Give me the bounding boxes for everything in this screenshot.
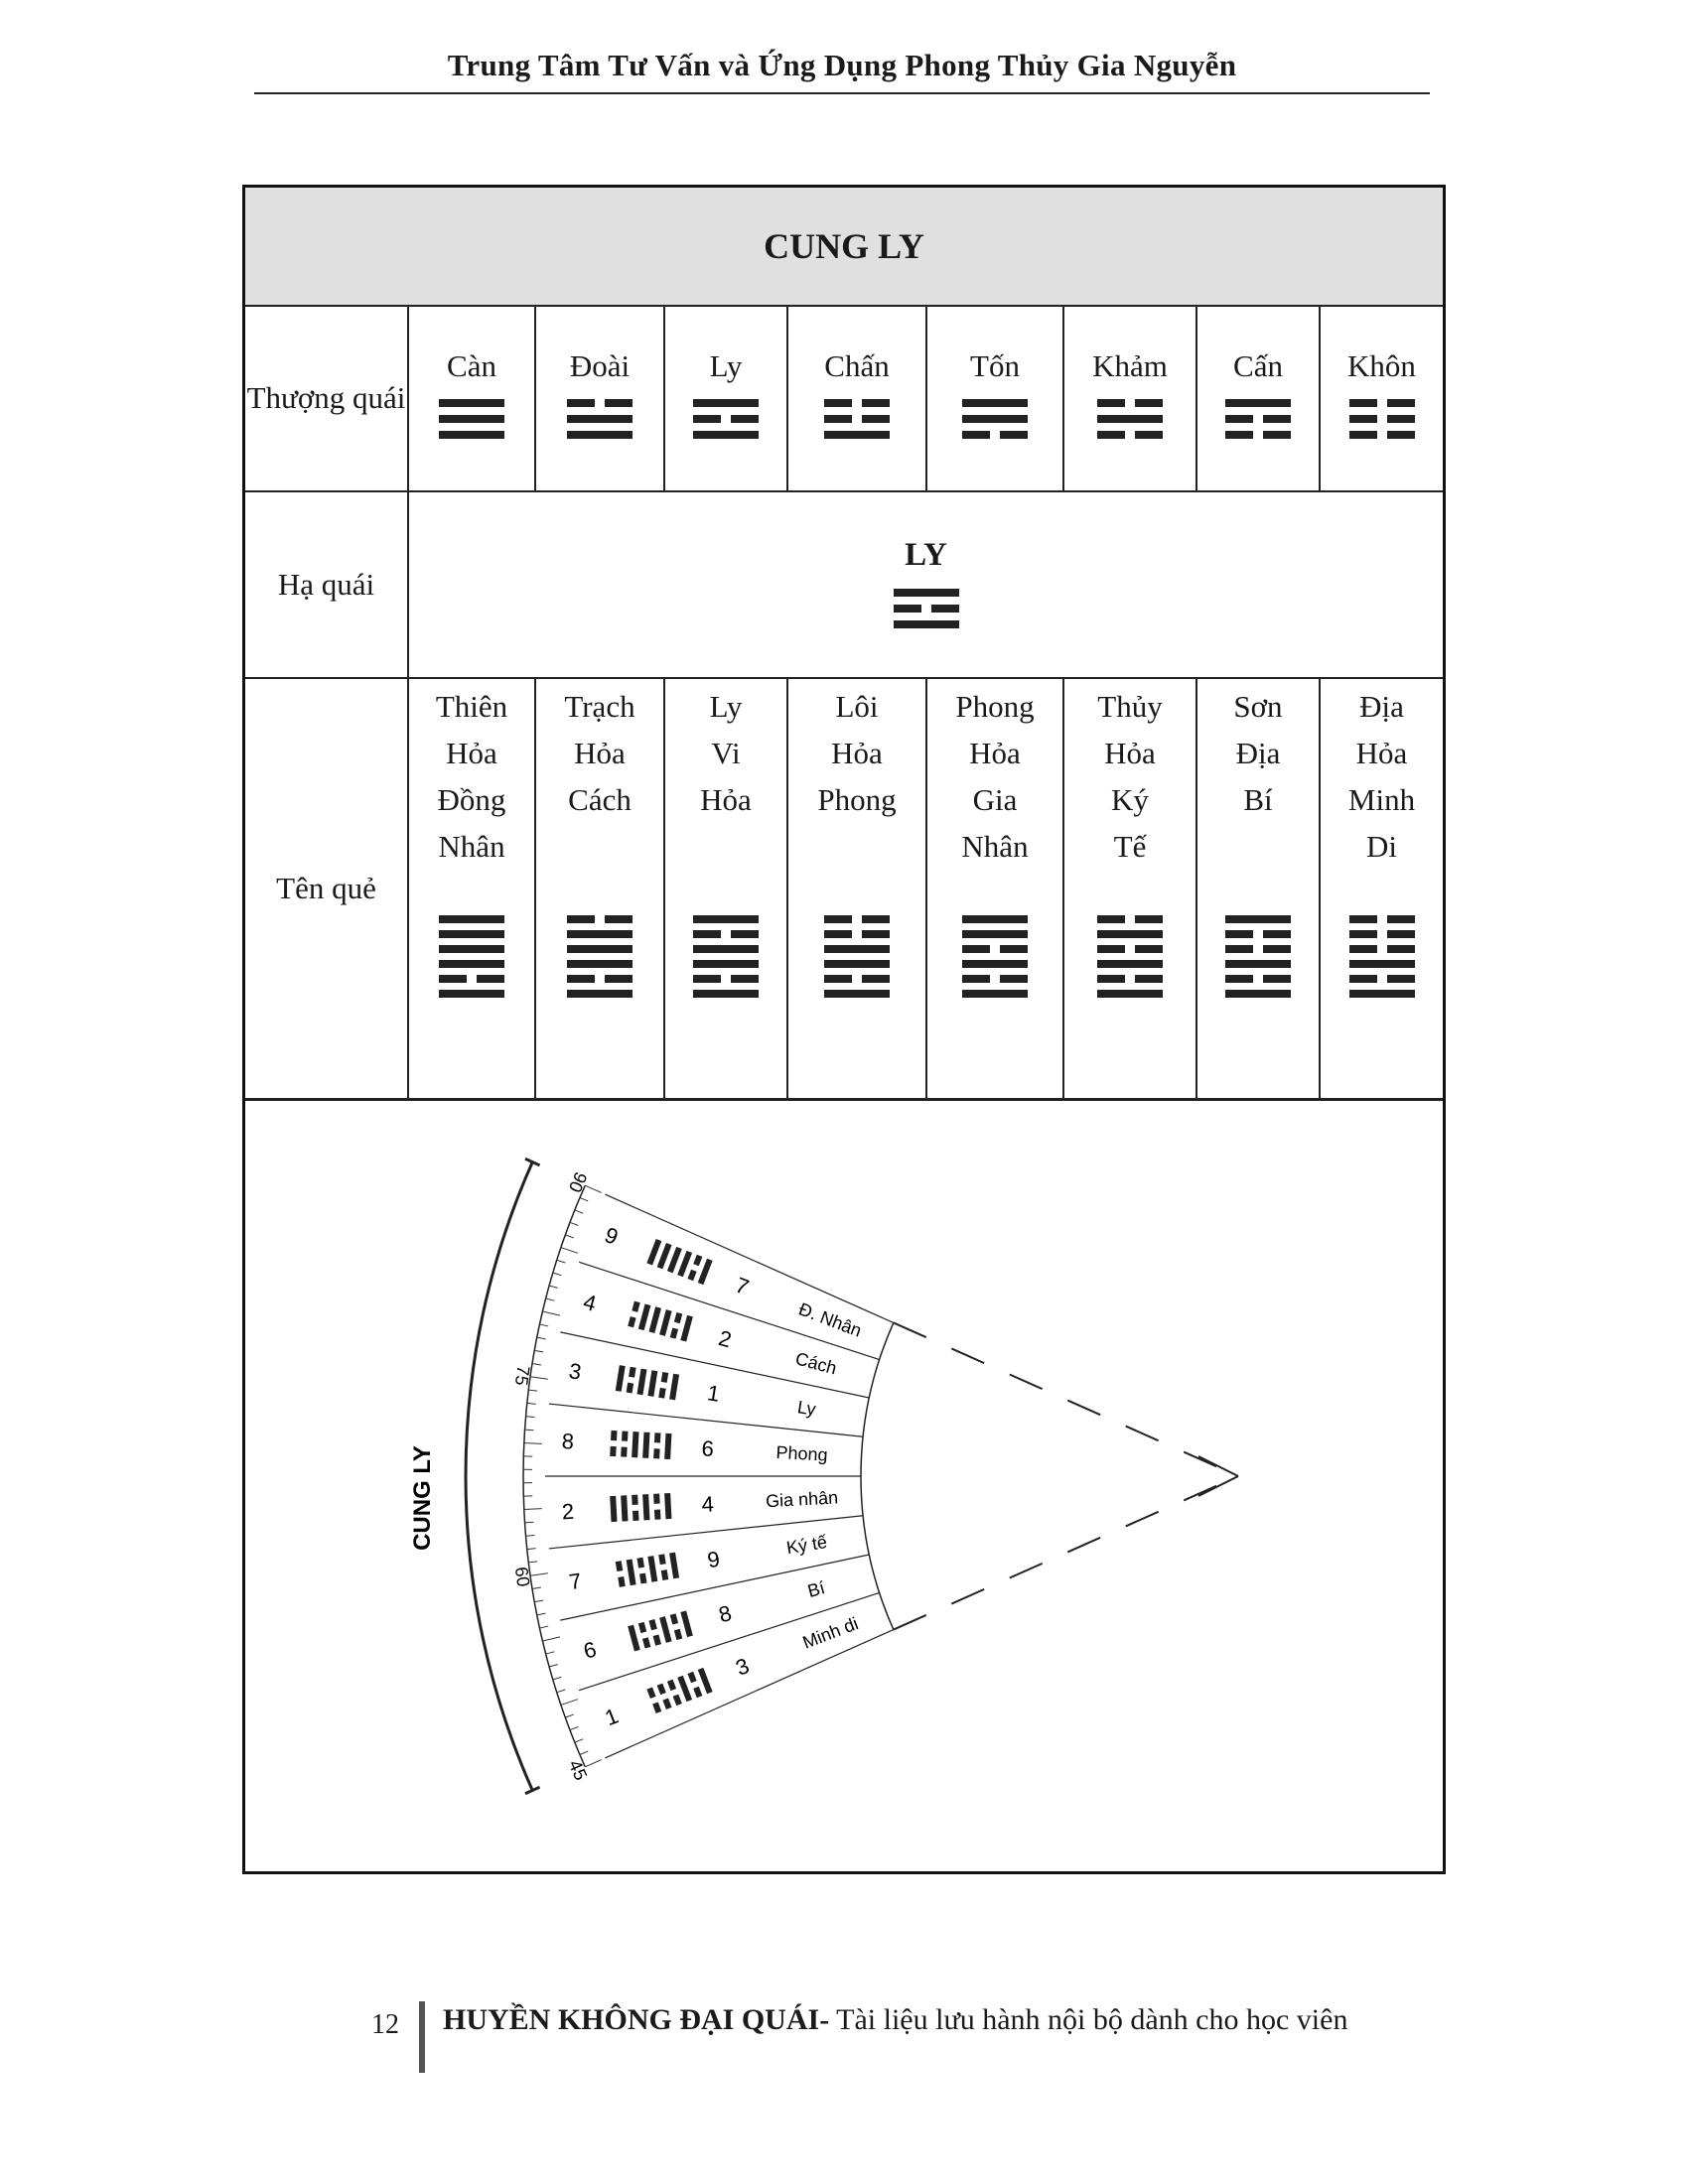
trigram-name: Chấn [824, 348, 890, 383]
hexagram-name-line: Nhân [961, 829, 1029, 864]
yang-line [439, 960, 504, 968]
upper-trigram-cell [1320, 305, 1443, 491]
yin-line [824, 399, 890, 407]
yang-line [439, 930, 504, 938]
hexagram-name-line: Hỏa [1104, 736, 1156, 770]
sector-divider [549, 1404, 863, 1436]
sector-yang-bar [638, 1303, 651, 1330]
sector-yang-bar [647, 1370, 657, 1397]
sector-inner-number: 6 [700, 1435, 715, 1462]
sector-yin-bar [616, 1561, 626, 1587]
sector-inner-number: 1 [705, 1380, 722, 1407]
sector-yang-bar [632, 1432, 638, 1457]
yin-line [1225, 415, 1291, 423]
sector-outer-number: 6 [580, 1636, 600, 1664]
yang-line [962, 930, 1028, 938]
sector-yang-bar [616, 1365, 626, 1392]
scale-tick [565, 1235, 573, 1238]
yin-line [567, 915, 633, 923]
header-rule [254, 92, 1430, 94]
yin-line [693, 975, 759, 983]
upper-trigram-cell [1063, 305, 1196, 491]
dashed-edge [894, 1322, 1238, 1476]
hexagram-name-line: Nhân [438, 829, 505, 864]
sector-name: Gia nhân [765, 1487, 839, 1512]
sector-yang-bar [628, 1625, 640, 1652]
scale-tick [575, 1210, 583, 1213]
yin-line [1349, 945, 1415, 953]
yin-line [962, 945, 1028, 953]
sector-yin-bar [621, 1431, 628, 1456]
sector-yang-bar [659, 1309, 672, 1336]
scale-tick [537, 1337, 546, 1339]
yang-line [693, 990, 759, 998]
yang-line [1349, 960, 1415, 968]
trigram-name: Đoài [569, 348, 631, 383]
inner-arc [861, 1322, 894, 1629]
scale-tick [575, 1739, 583, 1742]
apex-mark [1198, 1456, 1238, 1476]
scale-tick [527, 1403, 536, 1404]
trigram-name: Khảm [1092, 348, 1168, 383]
trigram-table [245, 305, 1443, 1100]
scale-tick [532, 1364, 541, 1365]
trigram-symbol [1064, 399, 1196, 439]
scale-tick [526, 1417, 535, 1418]
hexagram-cell [1320, 678, 1443, 1099]
trigram-name: Khôn [1347, 348, 1416, 383]
yang-line [439, 990, 504, 998]
hexagram-name-line: Bí [1243, 782, 1273, 817]
sector-yang-bar [669, 1374, 679, 1401]
sector-yin-bar [627, 1367, 636, 1394]
hexagram-cell [1063, 678, 1196, 1099]
yin-line [1097, 399, 1163, 407]
sector-outer-number: 7 [567, 1568, 584, 1595]
hexagram-name-line: Phong [817, 782, 897, 817]
yin-line [1349, 975, 1415, 983]
trigram-symbol [1321, 399, 1443, 439]
outer-arc [466, 1162, 532, 1791]
yang-line [1097, 930, 1163, 938]
hexagram-symbol [1321, 915, 1443, 998]
sector-inner-number: 9 [705, 1546, 722, 1573]
hexagram-name-line: Gia [972, 782, 1018, 817]
scale-tick [539, 1324, 548, 1326]
sector-name: Đ. Nhân [795, 1298, 865, 1341]
trigram-name: Ly [709, 348, 743, 383]
yang-line [962, 399, 1028, 407]
yang-line [1225, 399, 1291, 407]
yang-line [962, 415, 1028, 423]
scale-tick [580, 1197, 588, 1201]
sector-name: Cách [793, 1348, 839, 1379]
trigram-symbol [665, 399, 786, 439]
yin-line [439, 975, 504, 983]
page-number: 12 [371, 2009, 399, 2040]
trigram-symbol [927, 399, 1062, 439]
yin-line [567, 975, 633, 983]
scale-tick [532, 1587, 541, 1588]
yin-line [824, 415, 890, 423]
sector-yang-bar [648, 1306, 661, 1333]
hexagram-name-line: Địa [1235, 736, 1281, 770]
hexagram-name-line: Cách [568, 782, 632, 817]
scale-tick [534, 1600, 543, 1602]
yin-line [1349, 915, 1415, 923]
yang-line [824, 990, 890, 998]
scale-tick [549, 1286, 558, 1288]
yin-line [824, 930, 890, 938]
lower-trigram-cell [408, 491, 1443, 678]
footer-bar [419, 2001, 425, 2073]
sector-yin-bar [658, 1372, 668, 1399]
sector-yang-bar [642, 1433, 649, 1458]
scale-tick [561, 1700, 578, 1706]
upper-trigram-cell [664, 305, 787, 491]
row-label-thuong-quai: Thượng quái [245, 305, 408, 491]
hexagram-cell [926, 678, 1063, 1099]
sector-yang-bar [659, 1616, 672, 1643]
sector-inner-number: 2 [716, 1325, 735, 1353]
upper-trigram-cell [535, 305, 664, 491]
sector-yang-bar [642, 1494, 649, 1520]
hexagram-name-line: Hỏa [969, 736, 1021, 770]
hexagram-cell [535, 678, 664, 1099]
sector-outer-number: 3 [567, 1358, 584, 1385]
scale-tick [561, 1248, 578, 1254]
scale-tick [542, 1637, 560, 1641]
sector-yang-bar [636, 1369, 646, 1396]
yang-line [894, 589, 959, 597]
hexagram-name-line: Minh [1347, 782, 1416, 817]
scale-tick [528, 1390, 537, 1391]
yin-line [1225, 431, 1291, 439]
yang-line [567, 415, 633, 423]
trigram-symbol [536, 399, 663, 439]
sector-divider [605, 1630, 894, 1758]
sector-yang-bar [621, 1495, 628, 1521]
sector-yin-bar [648, 1619, 661, 1646]
hexagram-name-line: Vi [711, 736, 741, 770]
page-header: Trung Tâm Tư Vấn và Ứng Dụng Phong Thủy Gia Nguyễn [447, 48, 1237, 82]
yin-line [1349, 415, 1415, 423]
yang-line [1097, 960, 1163, 968]
trigram-symbol [788, 399, 925, 439]
trigram-symbol [409, 399, 534, 439]
sector-yang-bar [664, 1433, 671, 1459]
yang-line [894, 620, 959, 628]
scale-tick [528, 1562, 537, 1563]
scale-tick [546, 1652, 555, 1654]
yin-line [962, 975, 1028, 983]
hexagram-name-line: Hỏa [446, 736, 497, 770]
yang-line [824, 431, 890, 439]
yang-line [962, 990, 1028, 998]
sector-divider [605, 1194, 894, 1322]
hexagram-symbol [536, 915, 663, 998]
angle-tick-label: 60 [510, 1566, 534, 1588]
sector-diagram [245, 1099, 1443, 1873]
trigram-name: Càn [447, 348, 496, 383]
hexagram-symbol [1064, 915, 1196, 998]
sector-yang-bar [610, 1496, 617, 1522]
hexagram-symbol [409, 915, 534, 998]
sector-inner-number: 3 [732, 1653, 753, 1681]
sector-yin-bar [628, 1301, 640, 1328]
hexagram-symbol [927, 915, 1062, 998]
hexagram-name-line: Đồng [437, 782, 506, 817]
sector-outer-number: 8 [561, 1429, 575, 1454]
sector-name: Minh di [799, 1613, 862, 1653]
sector-outer-number: 2 [561, 1498, 575, 1525]
footer-plain-text: Tài liệu lưu hành nội bộ dành cho học viên [829, 2003, 1348, 2036]
yang-line [1225, 960, 1291, 968]
yin-line [1349, 930, 1415, 938]
sector-name: Phong [775, 1441, 829, 1465]
sector-yin-bar [670, 1312, 683, 1339]
sector-yang-bar [669, 1553, 679, 1579]
scale-tick [526, 1535, 535, 1536]
scale-tick [546, 1298, 555, 1300]
row-label-ha-quai: Hạ quái [245, 491, 408, 678]
hexagram-cell [787, 678, 926, 1099]
scale-tick [553, 1677, 562, 1680]
yin-line [1349, 431, 1415, 439]
angle-tick-label: 75 [510, 1364, 534, 1387]
hexagram-name-line: Thủy [1097, 689, 1163, 724]
trigram-name: Cấn [1233, 348, 1283, 383]
scale-tick [580, 1751, 588, 1755]
upper-trigram-cell [926, 305, 1063, 491]
scale-tick [570, 1222, 578, 1225]
hexagram-row [245, 678, 1443, 1099]
cung-ly-table-frame [242, 185, 1446, 1874]
hexagram-symbol [665, 915, 786, 998]
trigram-symbol [1197, 399, 1319, 439]
yang-line [693, 399, 759, 407]
dashed-edge [894, 1476, 1238, 1630]
angle-tick-label: 90 [564, 1168, 592, 1196]
hexagram-cell [664, 678, 787, 1099]
yin-line [1225, 930, 1291, 938]
table-title: CUNG LY [245, 188, 1443, 307]
hexagram-name-line: Trạch [564, 689, 635, 724]
yin-line [1097, 431, 1163, 439]
sector-inner-number: 4 [700, 1491, 715, 1518]
yin-line [1349, 399, 1415, 407]
row-label-ten-que: Tên quẻ [245, 678, 408, 1099]
hexagram-name-line: Hỏa [831, 736, 883, 770]
sector-yang-bar [680, 1610, 693, 1637]
yin-line [693, 930, 759, 938]
lower-trigram-name: LY [905, 537, 947, 573]
apex-mark [1198, 1476, 1238, 1496]
angle-tick-label: 45 [564, 1756, 592, 1784]
hexagram-name-line: Lôi [835, 689, 879, 724]
yin-line [1097, 945, 1163, 953]
yang-line [824, 945, 890, 953]
scale-tick [553, 1273, 562, 1276]
sector-yin-bar [610, 1431, 617, 1456]
yang-line [1225, 990, 1291, 998]
yin-line [567, 399, 633, 407]
yin-line [824, 975, 890, 983]
hexagram-name-line: Di [1366, 829, 1397, 864]
trigram-name: Tốn [970, 348, 1020, 383]
sector-name: Bí [805, 1577, 827, 1602]
yang-line [693, 431, 759, 439]
yang-line [567, 960, 633, 968]
hexagram-name-line: Hỏa [1355, 736, 1408, 770]
yin-line [962, 431, 1028, 439]
scale-tick [539, 1626, 548, 1628]
hexagram-name-line: Ký [1111, 782, 1149, 817]
sector-yin-bar [658, 1554, 668, 1580]
sector-inner-number: 7 [732, 1272, 753, 1300]
yang-line [1097, 415, 1163, 423]
hexagram-name-line: Thiên [435, 689, 508, 724]
sector-yin-bar [638, 1622, 651, 1649]
hexagram-name-line: Địa [1359, 689, 1404, 724]
sector-yang-bar [627, 1560, 636, 1586]
hexagram-name-line: Hỏa [700, 782, 752, 817]
sector-outer-number: 9 [601, 1222, 623, 1250]
yang-line [693, 945, 759, 953]
footer-bold-text: HUYỀN KHÔNG ĐẠI QUÁI- [443, 2003, 830, 2036]
scale-tick [524, 1443, 542, 1444]
yang-line [962, 960, 1028, 968]
scale-tick [525, 1430, 534, 1431]
yin-line [1225, 975, 1291, 983]
yin-line [824, 915, 890, 923]
yin-line [894, 605, 959, 613]
cung-ly-fan-diagram [245, 1101, 1443, 1873]
hexagram-symbol [1197, 915, 1319, 998]
upper-trigram-cell [408, 305, 535, 491]
yang-line [1349, 990, 1415, 998]
yin-line [693, 415, 759, 423]
yang-line [1097, 990, 1163, 998]
hexagram-symbol [788, 915, 925, 998]
upper-trigram-row [245, 305, 1443, 491]
sector-yang-bar [664, 1493, 671, 1519]
sector-name: Ký tế [784, 1532, 829, 1559]
sector-name: Ly [795, 1397, 817, 1420]
scale-tick [549, 1665, 558, 1667]
yang-line [439, 915, 504, 923]
scale-tick [525, 1522, 534, 1523]
yang-line [567, 945, 633, 953]
hexagram-name-line: Ly [709, 689, 743, 724]
yang-line [439, 399, 504, 407]
hexagram-name-line: Hỏa [574, 736, 626, 770]
scale-tick [524, 1509, 542, 1510]
yang-line [693, 915, 759, 923]
scale-tick [570, 1726, 578, 1729]
sector-yin-bar [670, 1613, 683, 1640]
sector-yin-bar [653, 1494, 660, 1520]
lower-trigram-symbol [409, 589, 1443, 628]
scale-tick [557, 1690, 566, 1693]
yang-line [567, 930, 633, 938]
hexagram-cell [1196, 678, 1320, 1099]
yang-line [439, 415, 504, 423]
sector-yin-bar [632, 1495, 638, 1521]
hexagram-name-line: Tế [1113, 829, 1147, 864]
sector-outer-number: 4 [580, 1289, 600, 1316]
yang-line [439, 431, 504, 439]
yang-line [567, 990, 633, 998]
hexagram-name-line: Sơn [1233, 689, 1283, 724]
scale-tick [557, 1260, 566, 1263]
scale-tick [534, 1350, 543, 1352]
yang-line [693, 960, 759, 968]
sector-yin-bar [636, 1558, 646, 1584]
scale-tick [565, 1714, 573, 1717]
hexagram-name-line: Phong [955, 689, 1035, 724]
scale-tick [542, 1311, 560, 1315]
yang-line [1225, 915, 1291, 923]
scale-tick [537, 1613, 546, 1615]
sector-inner-number: 8 [716, 1600, 735, 1628]
sector-yang-bar [680, 1315, 693, 1342]
yin-line [1097, 915, 1163, 923]
sector-outer-number: 1 [601, 1703, 623, 1731]
scale-tick [527, 1549, 536, 1550]
yang-line [439, 945, 504, 953]
yang-line [962, 915, 1028, 923]
yin-line [1225, 945, 1291, 953]
hexagram-cell [408, 678, 535, 1099]
sector-yin-bar [653, 1433, 660, 1458]
sector-yang-bar [647, 1556, 657, 1582]
diagram-label: CUNG LY [409, 1445, 436, 1551]
yang-line [824, 960, 890, 968]
yang-line [567, 431, 633, 439]
yin-line [1097, 975, 1163, 983]
upper-trigram-cell [787, 305, 926, 491]
footer-text [443, 2001, 1396, 2039]
upper-trigram-cell [1196, 305, 1320, 491]
lower-trigram-row [245, 491, 1443, 678]
